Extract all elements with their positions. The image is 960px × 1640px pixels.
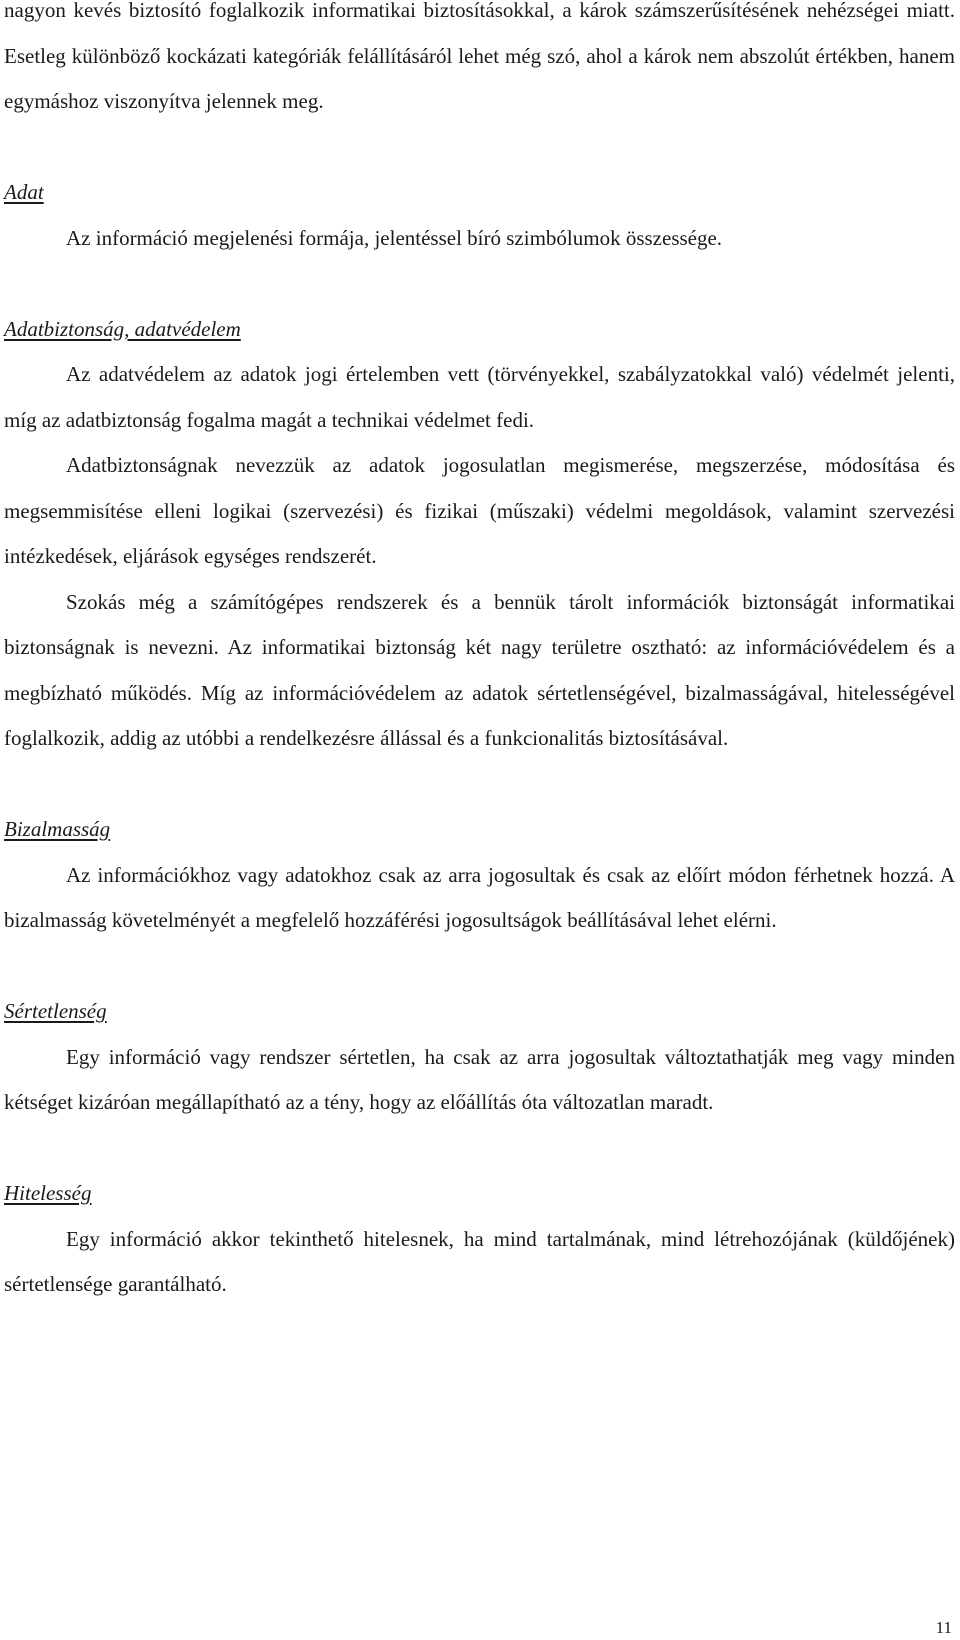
document-page <box>4 0 955 1308</box>
spacer <box>4 125 955 171</box>
paragraph: Szokás még a számítógépes rendszerek és a bennük tárolt információk biztonságát informatikai biztonságnak is nevezni. Az informatikai biztonság két nagy területre osztható: az információvédelem és a megbízható működés. Míg az információvédelem az adatok sértetlenségével, bizalmasságával, hitelességével foglalkozik, addig az utóbbi a rendelkezésre állással és a funkcionalitás biztosításával. <box>4 589 955 750</box>
section-heading-bizalmassag: Bizalmasság <box>4 817 111 841</box>
paragraph: Egy információ akkor tekinthető hitelesnek, ha mind tartalmának, mind létrehozójának (küldőjének) sértetlensége garantálható. <box>4 1226 955 1296</box>
spacer <box>4 762 955 808</box>
section-heading-adat: Adat <box>4 180 44 204</box>
section-adat <box>4 170 955 261</box>
spacer <box>4 1126 955 1172</box>
section-adatbiztonsag <box>4 307 955 762</box>
intro-paragraph: nagyon kevés biztosító foglalkozik informatikai biztosításokkal, a károk számszerűsítésének nehézségei miatt. Esetleg különböző kockázati kategóriák felállításáról lehet még szó, ahol a károk nem abszolút értékben, hanem egymáshoz viszonyítva jelennek meg. <box>4 0 955 113</box>
paragraph: Adatbiztonságnak nevezzük az adatok jogosulatlan megismerése, megszerzése, módosítása és megsemmisítése elleni logikai (szervezési) és fizikai (műszaki) védelmi megoldások, valamint szervezési intézkedések, eljárások egységes rendszerét. <box>4 453 955 568</box>
section-heading-sertetlenseg: Sértetlenség <box>4 999 107 1023</box>
paragraph: Az információ megjelenési formája, jelentéssel bíró szimbólumok összessége. <box>66 225 723 250</box>
section-heading-adatbiztonsag: Adatbiztonság, adatvédelem <box>4 316 241 341</box>
section-sertetlenseg <box>4 989 955 1126</box>
section-heading-hitelesseg: Hitelesség <box>4 1181 92 1205</box>
section-bizalmassag <box>4 807 955 944</box>
spacer <box>4 944 955 990</box>
paragraph: Egy információ vagy rendszer sértetlen, ha csak az arra jogosultak változtathatják meg vagy minden kétséget kizáróan megállapítható az a tény, hogy az előállítás óta változatlan maradt. <box>4 1044 955 1114</box>
page-number: 11 <box>935 1618 952 1637</box>
paragraph: Az adatvédelem az adatok jogi értelemben vett (törvényekkel, szabályzatokkal való) védelmét jelenti, míg az adatbiztonság fogalma magát a technikai védelmet fedi. <box>4 362 955 432</box>
section-hitelesseg <box>4 1171 955 1308</box>
spacer <box>4 261 955 307</box>
paragraph: Az információkhoz vagy adatokhoz csak az arra jogosultak és csak az előírt módon férhetnek hozzá. A bizalmasság követelményét a megfelelő hozzáférési jogosultságok beállításával lehet elérni. <box>4 862 955 932</box>
